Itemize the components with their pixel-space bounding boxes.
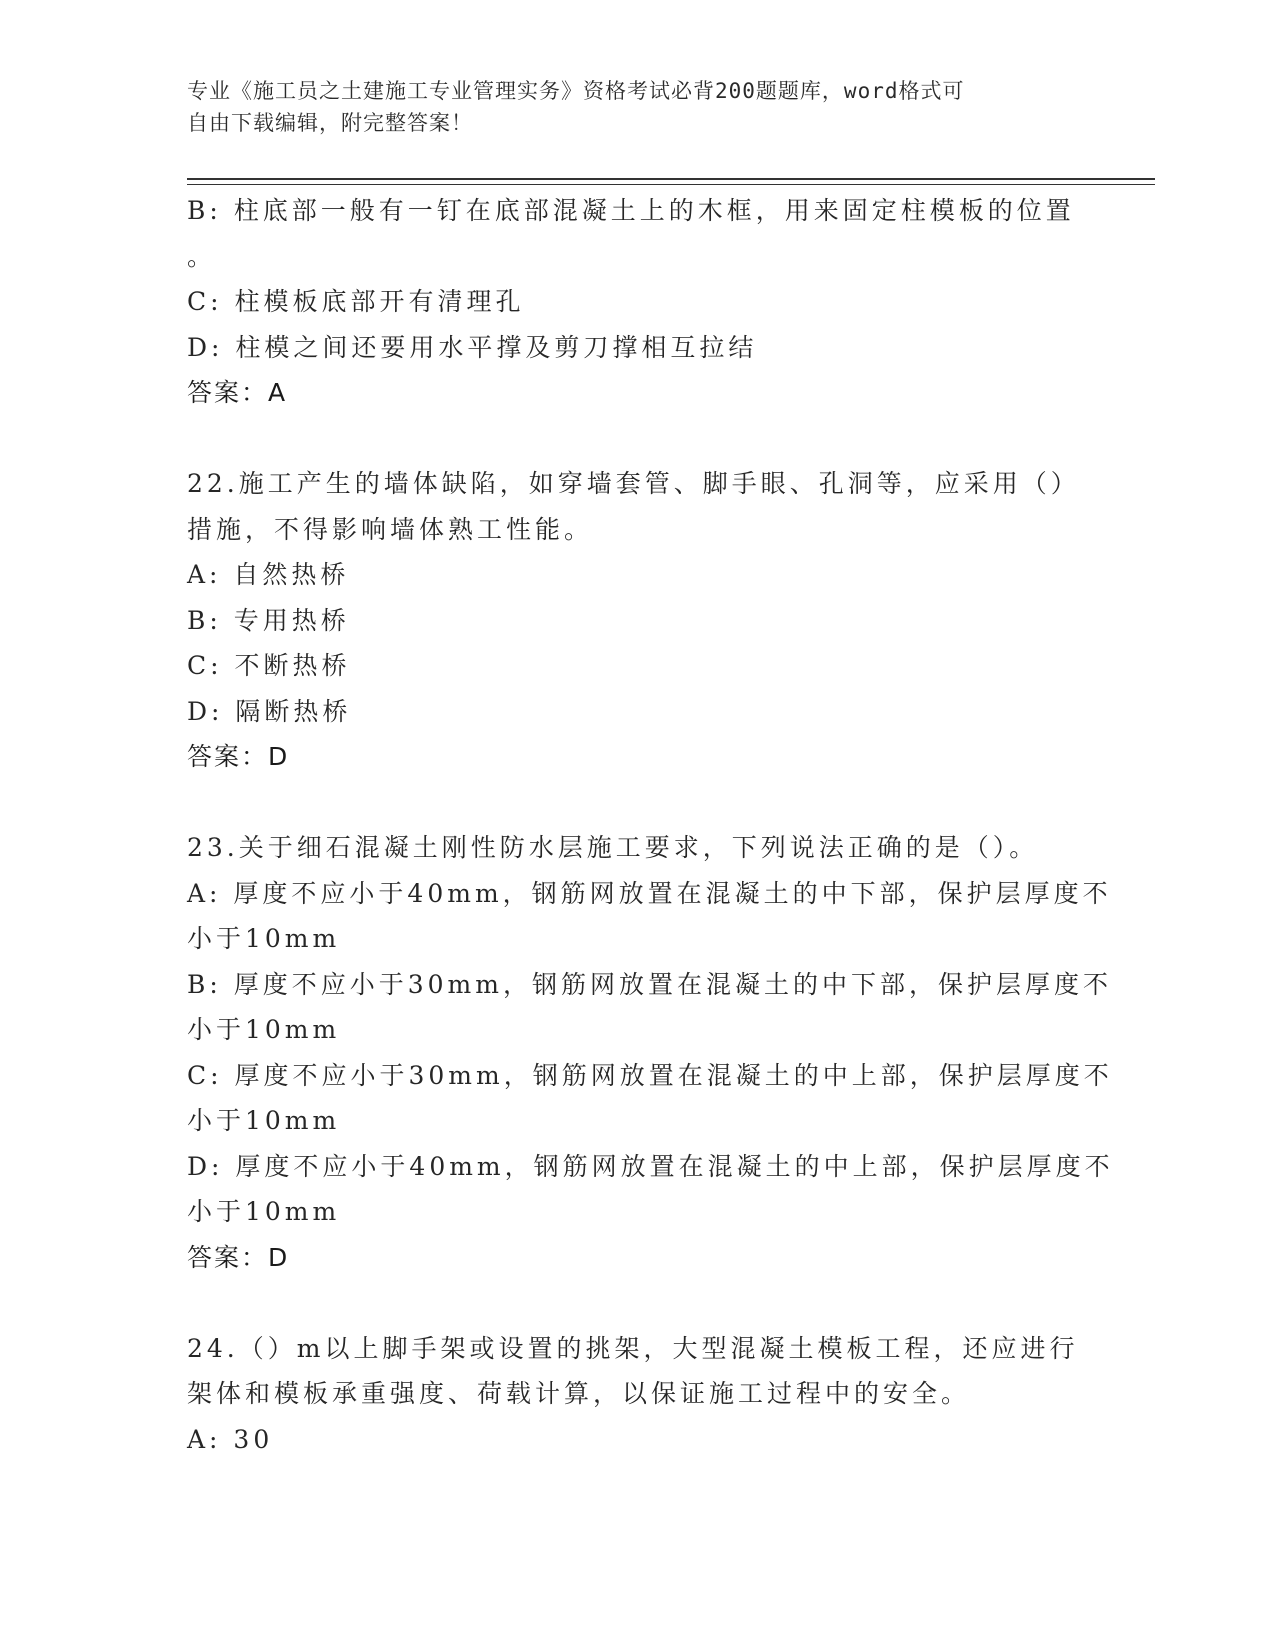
q24-option-a: A: 30 (187, 1424, 274, 1454)
q24-stem-line-2: 架体和模板承重强度、荷载计算，以保证施工过程中的安全。 (187, 1379, 971, 1408)
header-divider-thin (187, 184, 1155, 185)
q23-option-a-line-1: A: 厚度不应小于40mm，钢筋网放置在混凝土的中下部，保护层厚度不 (187, 878, 1112, 908)
question-21-partial (187, 188, 1087, 416)
q21-answer: 答案：A (187, 378, 288, 407)
q21-option-b-line-2: 。 (187, 241, 217, 271)
q21-option-d: D: 柱模之间还要用水平撑及剪刀撑相互拉结 (187, 332, 758, 362)
document-header (187, 75, 1067, 139)
q23-stem-line-1: 23.关于细石混凝土刚性防水层施工要求，下列说法正确的是（）。 (187, 833, 1039, 862)
spacer (187, 416, 1087, 462)
q21-option-b-line-1: B: 柱底部一般有一钉在底部混凝土上的木框，用来固定柱模板的位置 (187, 196, 1075, 225)
q22-option-a: A: 自然热桥 (187, 560, 350, 589)
question-content (187, 188, 1114, 1462)
header-line-1: 专业《施工员之土建施工专业管理实务》资格考试必背200题题库，word格式可 (187, 79, 965, 103)
q22-option-b: B: 专用热桥 (187, 605, 350, 635)
q22-option-c: C: 不断热桥 (187, 651, 351, 680)
q22-stem-line-1: 22.施工产生的墙体缺陷，如穿墙套管、脚手眼、孔洞等，应采用（） (187, 469, 1080, 498)
question-22 (187, 461, 1087, 780)
question-24 (187, 1326, 1087, 1463)
question-23 (187, 825, 1114, 1280)
q23-answer: 答案：D (187, 1242, 290, 1272)
q23-option-d-line-1: D: 厚度不应小于40mm，钢筋网放置在混凝土的中上部，保护层厚度不 (187, 1151, 1114, 1181)
q23-option-b-line-1: B: 厚度不应小于30mm，钢筋网放置在混凝土的中下部，保护层厚度不 (187, 969, 1112, 999)
q22-option-d: D: 隔断热桥 (187, 696, 352, 726)
q24-stem-line-1: 24.（）m以上脚手架或设置的挑架，大型混凝土模板工程，还应进行 (187, 1333, 1079, 1363)
q22-answer: 答案：D (187, 742, 290, 771)
q23-option-c-line-1: C: 厚度不应小于30mm，钢筋网放置在混凝土的中上部，保护层厚度不 (187, 1060, 1113, 1090)
q21-option-c: C: 柱模板底部开有清理孔 (187, 287, 525, 316)
header-line-2: 自由下载编辑，附完整答案！ (187, 111, 473, 135)
q23-option-b-line-2: 小于10mm (187, 1015, 341, 1044)
q23-option-a-line-2: 小于10mm (187, 924, 341, 953)
header-divider-thick (187, 178, 1155, 180)
q23-option-d-line-2: 小于10mm (187, 1197, 341, 1226)
spacer (187, 1280, 1087, 1326)
q23-option-c-line-2: 小于10mm (187, 1106, 341, 1135)
spacer (187, 780, 1087, 826)
q22-stem-line-2: 措施，不得影响墙体熟工性能。 (187, 514, 594, 544)
